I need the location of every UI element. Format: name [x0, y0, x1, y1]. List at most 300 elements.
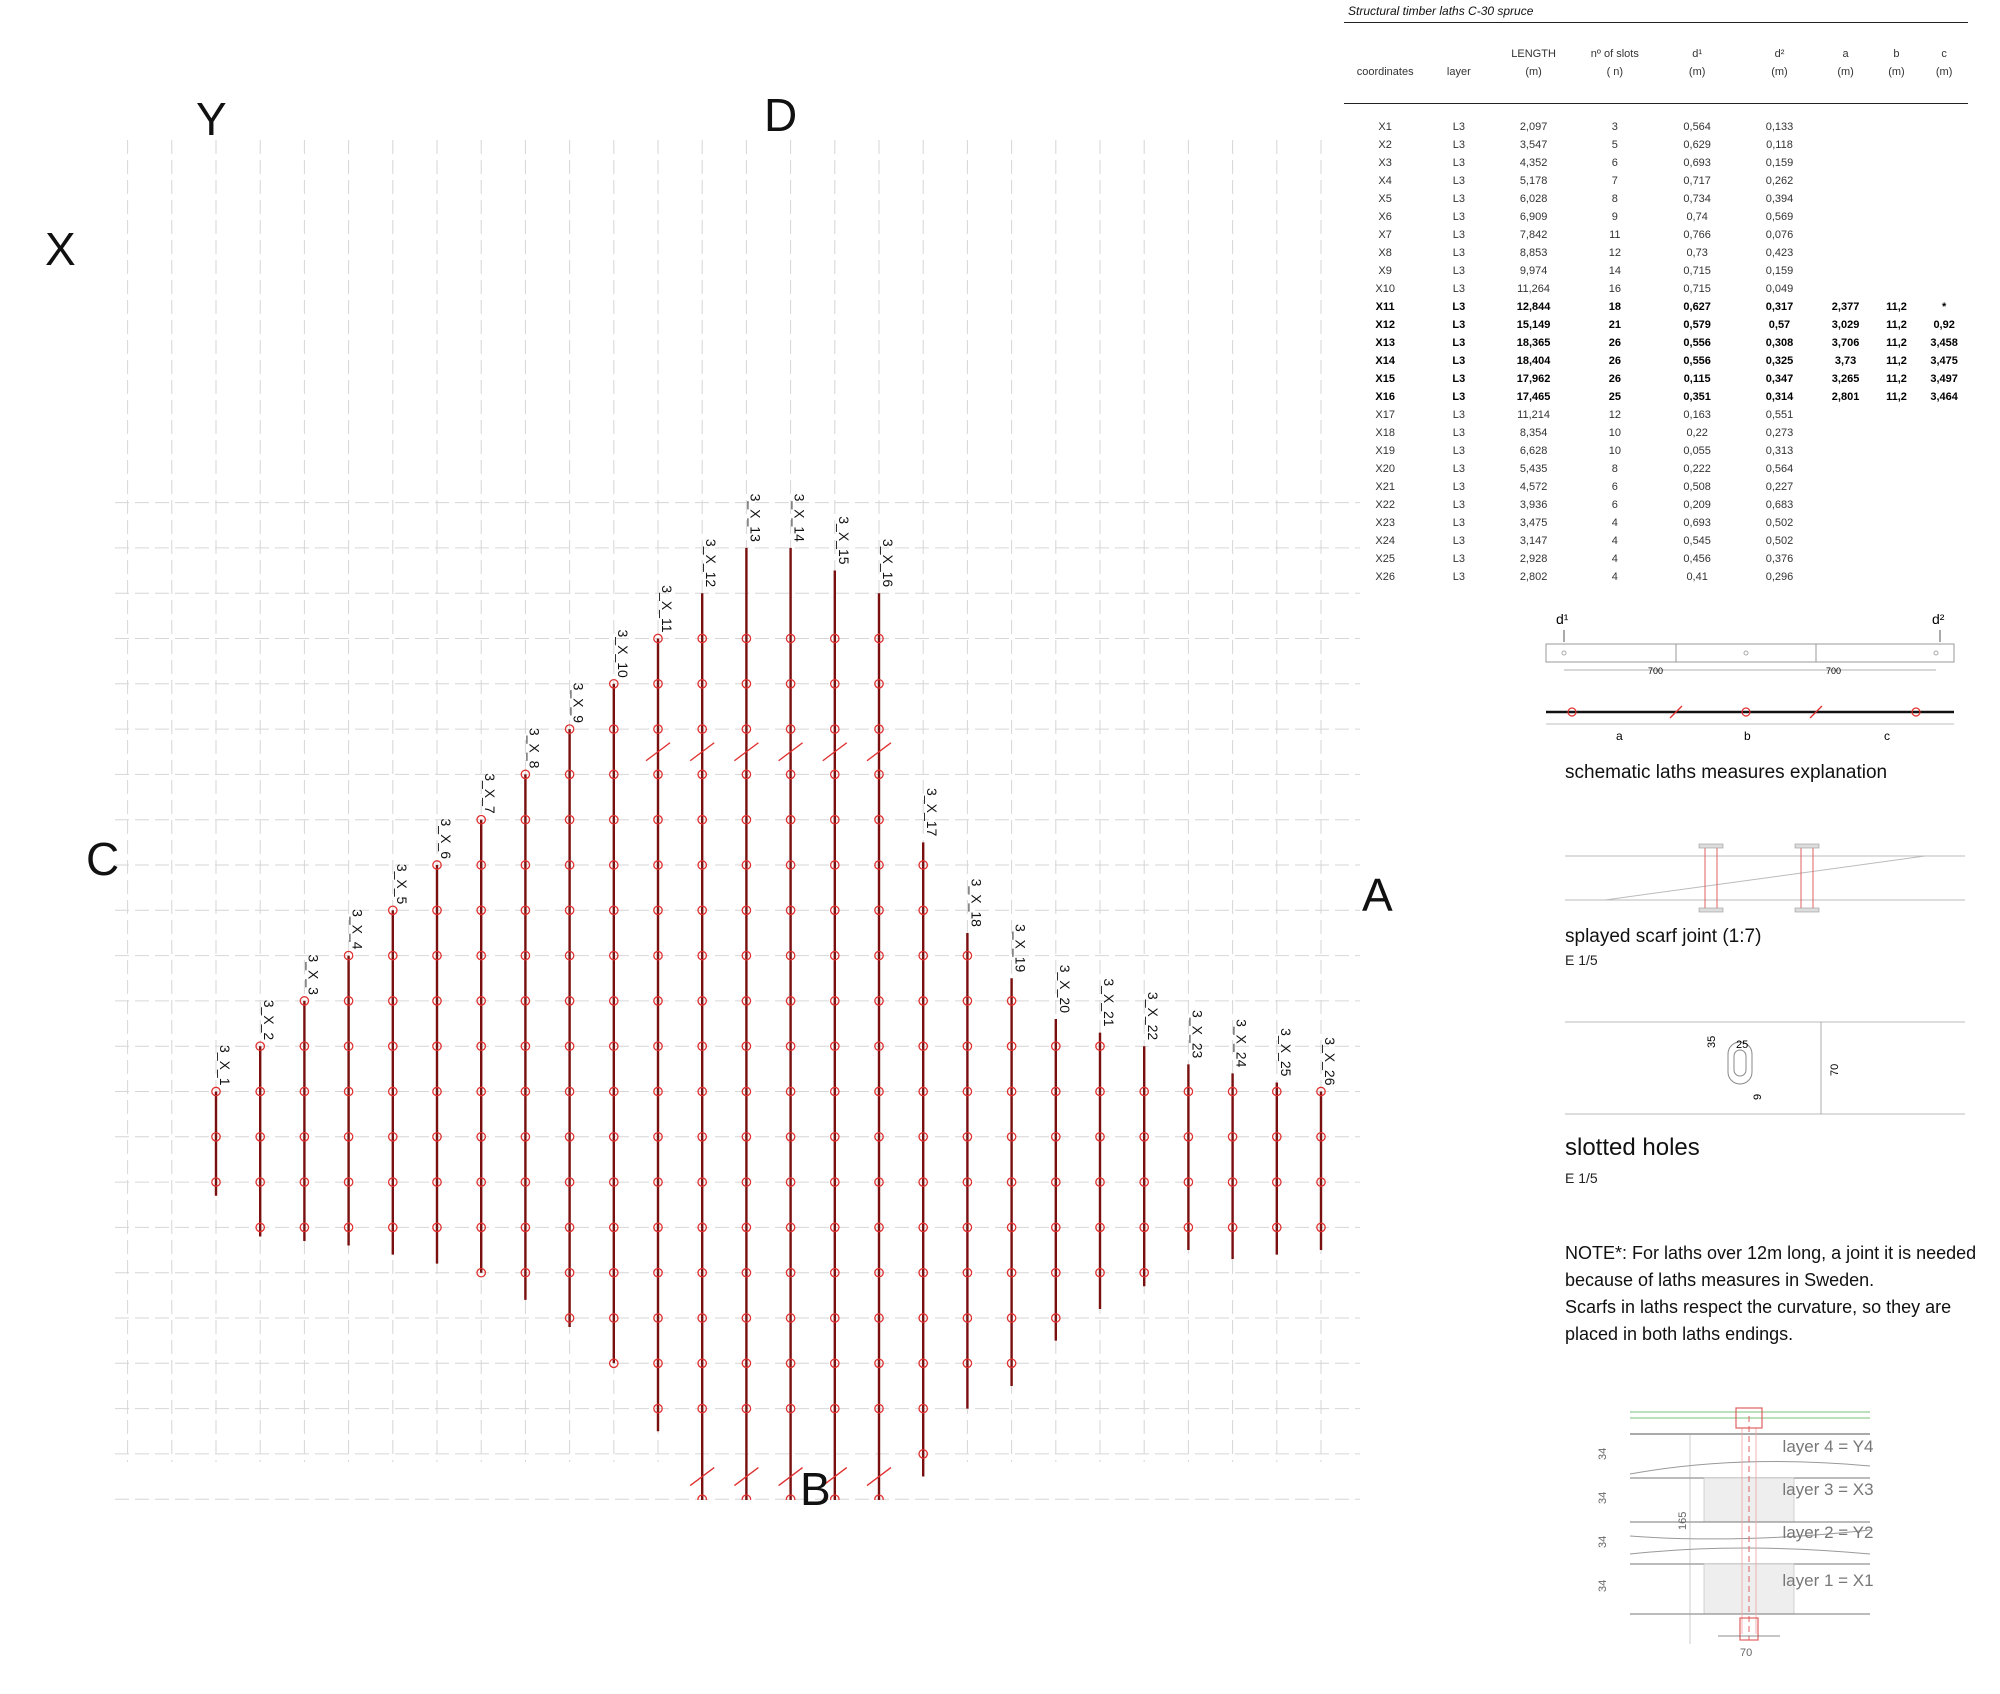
layer-3-label: layer 3 = X3 — [1782, 1480, 1874, 1499]
table-row — [1344, 442, 1968, 460]
table-header-cell — [1920, 23, 1968, 103]
table-cell: L3 — [1452, 319, 1466, 331]
table-cell: X15 — [1375, 373, 1395, 385]
table-cell: 3,458 — [1930, 337, 1958, 349]
table-cell: 9 — [1611, 211, 1618, 223]
table-cell: 0,502 — [1765, 535, 1794, 547]
lath-label: 3_X_2 — [261, 999, 278, 1041]
table-row — [1344, 280, 1968, 298]
table-header-top: b — [1893, 48, 1900, 60]
table-header-cell — [1426, 23, 1491, 103]
table-header-cell — [1576, 23, 1654, 103]
table-header-rule — [1344, 103, 1968, 104]
table-row — [1344, 136, 1968, 154]
table-cell: 0,627 — [1683, 301, 1711, 313]
lath-label: 3_X_3 — [305, 954, 322, 995]
lath-label: 3_X_13 — [747, 493, 764, 542]
table-cell — [1873, 154, 1921, 172]
table-row — [1344, 208, 1968, 226]
table-cell: 17,962 — [1516, 373, 1551, 385]
table-row — [1344, 424, 1968, 442]
table-cell: L3 — [1452, 301, 1466, 313]
table-cell: X6 — [1378, 211, 1392, 223]
table-cell: 0,133 — [1765, 121, 1794, 133]
table-cell: L3 — [1452, 517, 1465, 529]
table-row — [1344, 568, 1968, 586]
table-cell: 18,404 — [1516, 355, 1551, 367]
schematic-caption: schematic laths measures explanation — [1565, 762, 1888, 783]
lath-label: 3_X_22 — [1145, 991, 1162, 1041]
table-cell: 0,222 — [1683, 463, 1711, 475]
table-row — [1344, 298, 1968, 316]
table-header-bottom: (m) — [1935, 66, 1953, 78]
lath-label: 3_X_10 — [614, 629, 631, 678]
table-cell: 0,262 — [1765, 175, 1794, 187]
table-cell: 0,376 — [1765, 553, 1794, 565]
table-cell: 0,508 — [1683, 481, 1711, 493]
slotted-holes-title: slotted holes — [1565, 1134, 1700, 1161]
table-row — [1344, 154, 1968, 172]
note-line: placed in both laths endings. — [1565, 1324, 1794, 1344]
scarf-joint-title: splayed scarf joint (1:7) — [1565, 926, 1762, 947]
slotted-holes-scale: E 1/5 — [1565, 1170, 1598, 1186]
x-axis-label: X — [45, 223, 76, 275]
table-cell: 0,556 — [1683, 337, 1711, 349]
dim-70: 70 — [1829, 1063, 1841, 1076]
table-cell: 5,435 — [1519, 463, 1548, 475]
table-cell: 0,227 — [1765, 481, 1794, 493]
table-header-cell — [1491, 23, 1576, 103]
table-cell — [1920, 568, 1968, 586]
table-cell — [1818, 568, 1872, 586]
lath-label: 3_X_24 — [1233, 1019, 1250, 1068]
table-cell — [1920, 496, 1968, 514]
table-cell: L3 — [1452, 571, 1465, 583]
lath-label: 3_X_23 — [1189, 1010, 1206, 1059]
table-row — [1344, 406, 1968, 424]
table-cell: 10 — [1608, 445, 1621, 457]
table-cell: 18 — [1608, 301, 1621, 313]
table-cell: 0,629 — [1683, 139, 1711, 151]
table-cell: 3,73 — [1834, 355, 1857, 367]
table-cell: 14 — [1608, 265, 1621, 277]
table-cell — [1920, 532, 1968, 550]
schematic-laths-diagram — [1540, 610, 1970, 750]
table-cell: L3 — [1452, 553, 1465, 565]
table-cell — [1873, 460, 1921, 478]
table-cell: 3,475 — [1930, 355, 1958, 367]
segment-b-label: b — [1744, 729, 1751, 743]
table-header-top — [1426, 45, 1491, 63]
table-cell: 0,325 — [1765, 355, 1794, 367]
slotted-holes-diagram — [1565, 1014, 1965, 1126]
table-cell: 8,853 — [1519, 247, 1548, 259]
table-cell: L3 — [1452, 175, 1465, 187]
lath-label: 3_X_25 — [1277, 1028, 1294, 1077]
lath-label: 3_X_1 — [217, 1045, 233, 1086]
table-cell: X14 — [1375, 355, 1395, 367]
note-line: NOTE*: For laths over 12m long, a joint it is needed — [1565, 1243, 1977, 1263]
table-cell: 3,029 — [1831, 319, 1860, 331]
table-cell — [1873, 262, 1921, 280]
table-header-bottom: ( n) — [1606, 66, 1624, 78]
table-row — [1344, 550, 1968, 568]
corner-label-d: D — [764, 89, 798, 141]
table-cell: 6,628 — [1519, 445, 1548, 457]
table-cell: 0,394 — [1765, 193, 1794, 205]
table-cell: 3,475 — [1519, 517, 1548, 529]
table-cell — [1920, 280, 1968, 298]
table-cell: 0,715 — [1683, 265, 1711, 277]
table-cell: 3 — [1611, 121, 1618, 133]
table-cell: X2 — [1378, 139, 1392, 151]
table-cell: 6,028 — [1519, 193, 1548, 205]
table-cell: 11,2 — [1886, 373, 1907, 385]
table-cell: L3 — [1452, 139, 1465, 151]
table-header-bottom: (m) — [1837, 66, 1854, 78]
table-cell — [1920, 190, 1968, 208]
table-cell: 0,57 — [1768, 319, 1791, 331]
table-cell: X21 — [1375, 481, 1395, 493]
table-row — [1344, 118, 1968, 136]
table-cell: 4 — [1611, 553, 1618, 565]
lath-label: 3_X_12 — [703, 538, 720, 588]
total-thickness: 165 — [1677, 1511, 1689, 1530]
lath-label: 3_X_21 — [1101, 978, 1117, 1027]
table-cell: 0,317 — [1765, 301, 1794, 313]
lath-label: 3_X_17 — [924, 788, 941, 837]
table-header-top: d² — [1774, 48, 1785, 60]
table-cell — [1920, 442, 1968, 460]
table-cell: 11,264 — [1517, 283, 1550, 295]
table-cell: X5 — [1378, 193, 1392, 205]
table-cell: 11,2 — [1886, 301, 1907, 313]
table-cell: 26 — [1608, 337, 1621, 349]
thickness-layer-2: 34 — [1597, 1535, 1609, 1548]
table-cell: 3,147 — [1519, 535, 1548, 547]
table-cell: 8,354 — [1519, 427, 1548, 439]
table-row — [1344, 478, 1968, 496]
table-cell — [1873, 514, 1921, 532]
table-cell: L3 — [1452, 391, 1466, 403]
table-cell: L3 — [1452, 463, 1465, 475]
laths-table — [1344, 23, 1968, 103]
corner-label-b: B — [800, 1463, 831, 1515]
table-cell: X17 — [1375, 409, 1395, 421]
corner-label-c: C — [86, 833, 120, 885]
table-cell — [1920, 460, 1968, 478]
table-cell — [1818, 244, 1872, 262]
table-cell: 0,163 — [1683, 409, 1711, 421]
table-header-bottom: (m) — [1771, 66, 1788, 78]
table-row — [1344, 190, 1968, 208]
table-header-bottom: (m) — [1888, 66, 1905, 78]
table-cell: 0,73 — [1686, 247, 1708, 259]
table-cell: X19 — [1375, 445, 1395, 457]
table-cell: 0,564 — [1765, 463, 1794, 475]
table-cell: 0,545 — [1683, 535, 1711, 547]
table-cell: X20 — [1375, 463, 1395, 475]
table-cell: X23 — [1375, 517, 1395, 529]
table-cell: 4 — [1611, 571, 1618, 583]
table-cell — [1818, 190, 1872, 208]
table-cell: L3 — [1452, 409, 1465, 421]
table-row — [1344, 496, 1968, 514]
table-row — [1344, 514, 1968, 532]
table-header-cell — [1740, 23, 1818, 103]
table-cell: 0,076 — [1765, 229, 1794, 241]
table-cell: 0,273 — [1765, 427, 1794, 439]
lath-label: 3_X_6 — [438, 818, 454, 859]
table-row — [1344, 244, 1968, 262]
table-cell: L3 — [1452, 265, 1465, 277]
table-cell: 2,801 — [1831, 391, 1860, 403]
table-cell: 12 — [1608, 409, 1621, 421]
table-cell: 2,802 — [1519, 571, 1548, 583]
table-cell: 10 — [1608, 427, 1621, 439]
table-cell: 0,296 — [1765, 571, 1794, 583]
table-cell: 0,92 — [1933, 319, 1955, 331]
laths-layer — [212, 494, 1338, 1500]
table-cell: 0,74 — [1686, 211, 1708, 223]
table-cell — [1873, 532, 1921, 550]
table-cell: 11,2 — [1886, 319, 1907, 331]
table-cell — [1873, 568, 1921, 586]
table-cell: 0,693 — [1683, 517, 1711, 529]
table-cell — [1818, 532, 1872, 550]
lath-label: 3_X_16 — [880, 538, 896, 588]
table-cell: 21 — [1608, 319, 1621, 331]
layer-1-label: layer 1 = X1 — [1782, 1571, 1874, 1590]
table-header-bottom: (m) — [1688, 66, 1706, 78]
table-cell: * — [1942, 301, 1947, 313]
table-cell: 3,936 — [1519, 499, 1548, 511]
table-cell: 18,365 — [1516, 337, 1551, 349]
table-cell — [1873, 190, 1921, 208]
table-row — [1344, 172, 1968, 190]
table-cell: 7,842 — [1519, 229, 1548, 241]
table-cell: 0,313 — [1765, 445, 1794, 457]
table-cell: X25 — [1375, 553, 1395, 565]
table-cell — [1818, 496, 1872, 514]
table-header-top: c — [1941, 48, 1947, 60]
table-cell: X13 — [1375, 337, 1395, 349]
table-header-bottom: coordinates — [1356, 66, 1414, 78]
table-cell: 0,115 — [1683, 373, 1711, 385]
table-cell — [1873, 280, 1921, 298]
lath-label: 3_X_20 — [1056, 964, 1073, 1014]
table-cell — [1818, 262, 1872, 280]
table-row — [1344, 352, 1968, 370]
table-cell — [1920, 244, 1968, 262]
table-cell: 4,352 — [1519, 157, 1548, 169]
table-cell: 3,547 — [1519, 139, 1548, 151]
dim-25: 25 — [1736, 1039, 1749, 1051]
lath-label: 3_X_14 — [791, 493, 808, 542]
table-cell: 3,497 — [1930, 373, 1958, 385]
table-cell: L3 — [1452, 157, 1465, 169]
table-cell: 0,717 — [1683, 175, 1711, 187]
table-cell: 0,314 — [1765, 391, 1794, 403]
table-cell: 11,2 — [1886, 391, 1907, 403]
table-cell — [1920, 136, 1968, 154]
table-cell — [1818, 154, 1872, 172]
table-cell: 15,149 — [1516, 319, 1551, 331]
table-cell: 0,715 — [1683, 283, 1711, 295]
corner-label-a: A — [1362, 869, 1393, 921]
table-cell: 0,22 — [1686, 427, 1708, 439]
table-cell — [1818, 460, 1872, 478]
table-cell: L3 — [1452, 337, 1466, 349]
lath-plan-strip — [1546, 644, 1954, 662]
table-cell: 6 — [1611, 499, 1618, 511]
table-cell: 0,693 — [1683, 157, 1711, 169]
table-header-top: d¹ — [1692, 48, 1703, 60]
table-cell: 2,377 — [1831, 301, 1860, 313]
table-cell: 25 — [1608, 391, 1621, 403]
dim-700-right: 700 — [1826, 666, 1842, 676]
table-cell: X9 — [1378, 265, 1392, 277]
table-cell — [1920, 550, 1968, 568]
table-cell — [1818, 118, 1872, 136]
table-cell: 3,706 — [1831, 337, 1860, 349]
table-cell: L3 — [1452, 283, 1465, 295]
table-cell: X18 — [1375, 427, 1395, 439]
table-cell — [1920, 154, 1968, 172]
table-cell: 7 — [1611, 175, 1618, 187]
table-cell: 26 — [1608, 373, 1621, 385]
table-cell: X12 — [1375, 319, 1395, 331]
table-cell: X4 — [1378, 175, 1392, 187]
scarf-joint-scale: E 1/5 — [1565, 952, 1598, 968]
table-cell: 0,159 — [1765, 157, 1794, 169]
table-cell: 4 — [1611, 535, 1618, 547]
table-cell: L3 — [1452, 499, 1465, 511]
table-cell — [1920, 478, 1968, 496]
segment-a-label: a — [1616, 729, 1623, 743]
table-cell: 0,579 — [1683, 319, 1711, 331]
table-cell — [1873, 226, 1921, 244]
table-cell: X24 — [1375, 535, 1395, 547]
note-block — [1565, 1240, 1985, 1348]
table-header-cell — [1818, 23, 1872, 103]
table-cell: X16 — [1375, 391, 1395, 403]
table-cell — [1818, 226, 1872, 244]
table-cell: X8 — [1378, 247, 1392, 259]
table-cell — [1873, 118, 1921, 136]
table-cell: 2,928 — [1519, 553, 1548, 565]
table-header-top — [1344, 45, 1426, 63]
table-cell — [1818, 406, 1872, 424]
lath-label: 3_X_5 — [393, 863, 410, 905]
table-header-top: nº of slots — [1590, 48, 1639, 60]
table-cell: L3 — [1452, 373, 1466, 385]
table-cell: L3 — [1452, 481, 1465, 493]
d2-label: d² — [1932, 611, 1945, 627]
table-cell: L3 — [1452, 121, 1465, 133]
table-header-top: a — [1842, 48, 1849, 60]
table-cell — [1873, 244, 1921, 262]
table-cell: 0,683 — [1765, 499, 1794, 511]
table-cell — [1873, 442, 1921, 460]
table-cell — [1920, 262, 1968, 280]
dim-9: 9 — [1752, 1093, 1764, 1100]
table-cell — [1873, 406, 1921, 424]
table-row — [1344, 262, 1968, 280]
table-cell: 0,456 — [1683, 553, 1711, 565]
table-cell — [1818, 550, 1872, 568]
lath-label: 3_X_26 — [1322, 1037, 1338, 1086]
table-header-top: LENGTH — [1511, 48, 1556, 60]
table-body — [1344, 118, 1968, 586]
table-cell: 0,41 — [1686, 571, 1708, 583]
table-header-bottom: layer — [1446, 66, 1471, 78]
table-row — [1344, 460, 1968, 478]
table-cell — [1920, 118, 1968, 136]
table-cell: 11 — [1609, 229, 1621, 241]
table-cell: 11,2 — [1886, 355, 1907, 367]
table-row — [1344, 532, 1968, 550]
table-cell: 12,844 — [1516, 301, 1551, 313]
table-cell — [1873, 478, 1921, 496]
table-cell: X10 — [1375, 283, 1395, 295]
table-cell: L3 — [1452, 193, 1465, 205]
layer-4-label: layer 4 = Y4 — [1782, 1437, 1874, 1456]
table-row — [1344, 334, 1968, 352]
table-cell: 0,055 — [1683, 445, 1711, 457]
table-row — [1344, 388, 1968, 406]
thickness-layer-4: 34 — [1597, 1447, 1609, 1460]
table-header-cell — [1873, 23, 1921, 103]
table-cell: 0,766 — [1683, 229, 1711, 241]
table-cell — [1920, 226, 1968, 244]
table-row — [1344, 316, 1968, 334]
laths-table-panel — [1344, 4, 1968, 586]
table-cell — [1818, 172, 1872, 190]
table-cell: 8 — [1611, 193, 1618, 205]
table-cell — [1920, 208, 1968, 226]
table-cell: 0,569 — [1765, 211, 1794, 223]
table-cell — [1920, 406, 1968, 424]
table-cell — [1873, 208, 1921, 226]
dim-35: 35 — [1706, 1035, 1718, 1048]
table-cell — [1873, 496, 1921, 514]
table-cell: 5 — [1611, 139, 1618, 151]
table-cell: 0,049 — [1765, 283, 1794, 295]
table-cell: 3,464 — [1930, 391, 1958, 403]
table-cell: X7 — [1378, 229, 1392, 241]
table-cell — [1818, 478, 1872, 496]
table-cell: 0,209 — [1683, 499, 1711, 511]
plan-grid — [115, 140, 1360, 1500]
table-cell: 9,974 — [1519, 265, 1548, 277]
table-title: Structural timber laths C-30 spruce — [1348, 4, 1534, 18]
table-cell: L3 — [1452, 229, 1465, 241]
table-cell — [1818, 442, 1872, 460]
table-row — [1344, 370, 1968, 388]
table-cell: 0,159 — [1765, 265, 1794, 277]
table-cell: 5,178 — [1519, 175, 1548, 187]
table-cell: 6,909 — [1519, 211, 1548, 223]
table-cell: 2,097 — [1519, 121, 1548, 133]
table-cell: L3 — [1452, 427, 1465, 439]
note-line: Scarfs in laths respect the curvature, so they are — [1565, 1297, 1952, 1317]
note-line: because of laths measures in Sweden. — [1565, 1270, 1875, 1290]
table-cell: 26 — [1608, 355, 1621, 367]
laths-table-body — [1344, 118, 1968, 586]
lath-label: 3_X_4 — [349, 909, 366, 950]
table-cell — [1873, 424, 1921, 442]
